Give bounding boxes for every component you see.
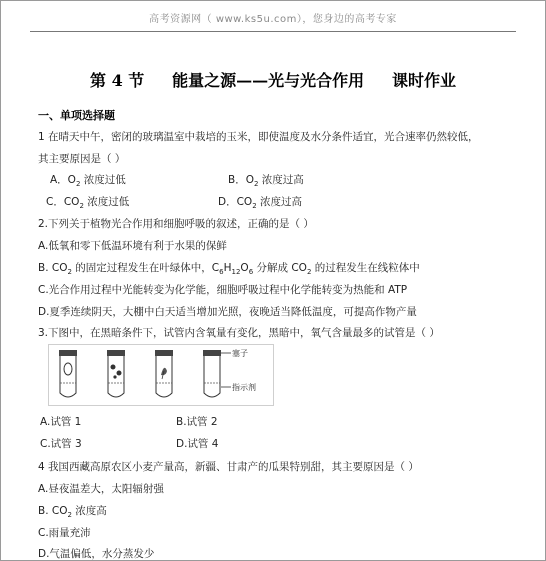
test-tube-4 — [203, 350, 221, 397]
q4-stem: 4 我国西藏高原农区小麦产量高，新疆、甘肃产的瓜果特别甜，其主要原因是（ ） — [38, 461, 419, 473]
q4-option-b: B. $CO_2$ 浓度高 — [38, 505, 107, 520]
section-heading: 一、单项选择题 — [38, 109, 115, 122]
test-tube-figure — [48, 344, 274, 406]
test-tube-2 — [107, 350, 125, 397]
test-tube-1 — [59, 350, 77, 397]
q1-stem-line2: 其主要原因是（ ） — [38, 153, 126, 165]
test-tube-3 — [155, 350, 173, 397]
page-title: 第 4 节 能量之源——光与光合作用 课时作业 — [90, 71, 456, 90]
q4-option-c: C.雨量充沛 — [38, 527, 91, 539]
q3-option-b: B.试管 2 — [176, 416, 218, 428]
q1-option-d: D．$CO_2$ 浓度过高 — [218, 196, 302, 211]
q3-option-d: D.试管 4 — [176, 438, 219, 450]
q3-option-a: A.试管 1 — [40, 416, 82, 428]
q2-option-b: B. $CO_2$ 的固定过程发生在叶绿体中，$C_6H_{12}O_6$ 分解成 $CO_2$ 的过程发生在线粒体中 — [38, 262, 420, 277]
page-header: 高考资源网（ www.ks5u.com），您身边的高考专家 — [149, 14, 397, 25]
q1-option-c: C．$CO_2$ 浓度过低 — [46, 196, 130, 211]
q2-stem: 2.下列关于植物光合作用和细胞呼吸的叙述，正确的是（ ） — [38, 218, 314, 230]
test-tubes-illustration — [49, 345, 273, 405]
q2-option-d: D.夏季连续阴天，大棚中白天适当增加光照，夜晚适当降低温度，可提高作物产量 — [38, 306, 417, 318]
q2-option-c: C.光合作用过程中光能转变为化学能，细胞呼吸过程中化学能转变为热能和 ATP — [38, 284, 408, 296]
q1-option-b: B．$O_2$ 浓度过高 — [228, 174, 304, 189]
stopper-label: 塞子 — [232, 349, 248, 358]
q2-option-a: A.低氧和零下低温环境有利于水果的保鲜 — [38, 240, 227, 252]
q3-option-c: C.试管 3 — [40, 438, 82, 450]
indicator-label: 指示剂 — [232, 383, 256, 392]
q1-option-a: A．$O_2$ 浓度过低 — [50, 174, 126, 189]
q4-option-a: A.昼夜温差大，太阳辐射强 — [38, 483, 164, 495]
q4-option-d: D.气温偏低，水分蒸发少 — [38, 548, 155, 560]
header-divider — [30, 31, 516, 32]
q1-stem-line1: 1 在晴天中午，密闭的玻璃温室中栽培的玉米，即使温度及水分条件适宜，光合速率仍然较低， — [38, 131, 479, 143]
q3-stem: 3.下图中，在黑暗条件下，试管内含氧量有变化，黑暗中，氧气含量最多的试管是（ ） — [38, 327, 440, 339]
